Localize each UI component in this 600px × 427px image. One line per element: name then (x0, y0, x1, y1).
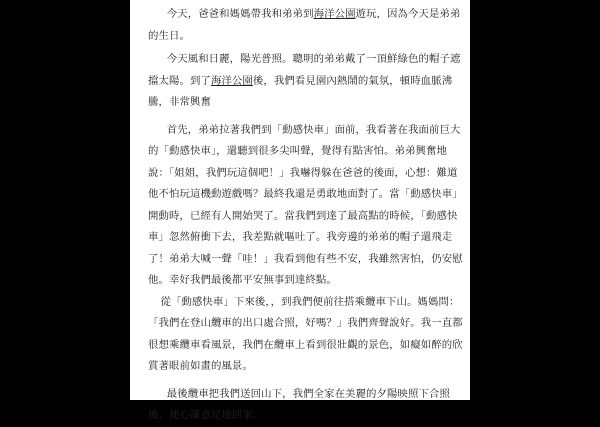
paragraph-1-text-b: 遊玩，因為今天是弟弟的生日。 (148, 8, 461, 42)
place-name: 海洋公園 (313, 8, 356, 20)
paragraph-2-text-b: 後，我們看見園內熱鬧的氣氛，頓時血脈沸騰，非常興奮 (148, 74, 453, 108)
paragraph-1-text-a: 今天，爸爸和媽媽帶我和弟弟到 (166, 8, 314, 20)
paragraph-2-text-a: 今天風和日麗，陽光普照。聰明的弟弟戴了一頂鮮綠色的帽子遮擋太陽。到了 (148, 53, 461, 87)
essay-body (148, 4, 466, 427)
paragraph-4: 從「動感快車」下來後，，到我們便前往搭乘纜車下山。媽媽問：「我們在登山纜車的出口處合照，好嗎？」我們齊聲說好。我一直都很想乘纜車看風景，我們在纜車上看到很壯觀的景色，如癡如醉的欣賞著眼前如畫的風景。 (148, 295, 463, 372)
paragraph-2 (148, 49, 466, 114)
place-name: 海洋公園 (210, 74, 253, 87)
paragraph-1 (148, 4, 466, 47)
document-page (130, 0, 470, 421)
paragraph-5: 最後纜車把我們送回山下，我們全家在美麗的夕陽映照下合照後，便心滿意足地回家。 (148, 387, 450, 421)
paragraph-3: 首先，弟弟拉著我們到「動感快車」面前，我看著在我面前巨大的「動感快車」，還聽到很多尖叫聲，覺得有點害怕。弟弟興奮地說：「姐姐，我們玩這個吧！」我嚇得躲在爸爸的後面，心想：難道他不怕玩這機動遊戲嗎？最終我還是勇敢地面對了。當「動感快車」開動時，已經有人開始哭了。當我們到達了最高點的時候，「動感快車」忽然俯衝下去，我差點就嘔吐了。我旁邊的弟弟的帽子還飛走了！弟弟大喊一聲「哇！」我看到他有些不安，我雖然害怕，仍安慰他。幸好我們最後都平安無事到達終點。 (148, 123, 463, 286)
